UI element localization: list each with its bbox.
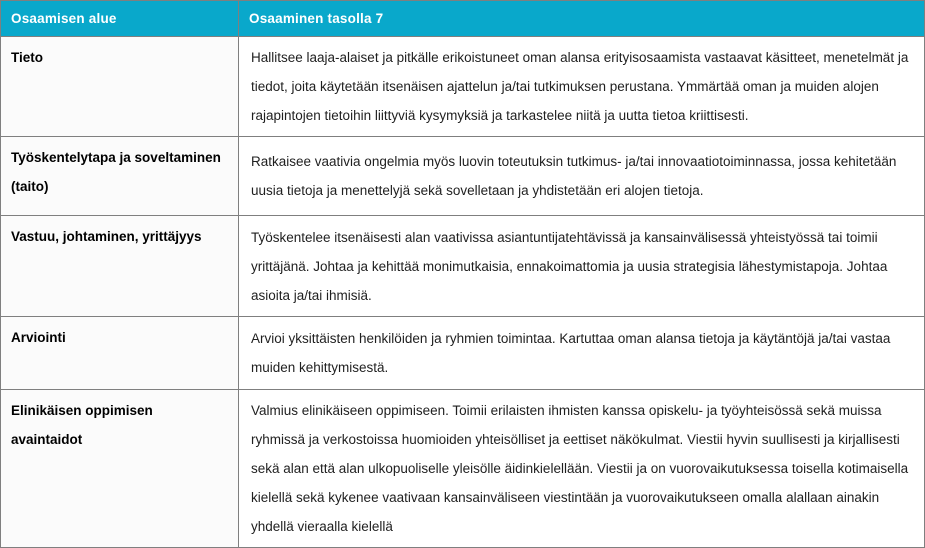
description-cell: Työskentelee itsenäisesti alan vaativissa asiantuntijatehtävissä ja kansainvälisessä yhteistyössä tai toimii yrittäjänä. Johtaa ja kehittää monimutkaisia, ennakoimattomia ja uusia strategisia lähestymistapoja. Johtaa asioita ja/tai ihmisiä.	[239, 216, 925, 317]
description-cell: Hallitsee laaja-alaiset ja pitkälle erikoistuneet oman alansa erityisosaamista vastaavat käsitteet, menetelmät ja tiedot, joita käytetään itsenäisen ajattelun ja/tai tutkimuksen perustana. Ymmärtää oman ja muiden alojen rajapintojen tietoihin liittyviä kysymyksiä ja tarkastelee niitä ja uutta tietoa kriittisesti.	[239, 37, 925, 137]
table-row-tyoskentelytapa	[1, 137, 925, 216]
area-cell: Arviointi	[1, 317, 239, 390]
description-cell: Valmius elinikäiseen oppimiseen. Toimii erilaisten ihmisten kanssa opiskelu- ja työyhteisössä sekä muissa ryhmissä ja verkostoissa huomioiden yhteisölliset ja eettiset näkökulmat. Viestii hyvin suullisesti ja kirjallisesti sekä alan että alan ulkopuoliselle yleisölle äidinkielellään. Viestii ja on vuorovaikutuksessa toisella kotimaisella kielellä sekä kykenee vaativaan kansainväliseen viestintään ja vuorovaikutukseen omalla alallaan ainakin yhdellä vieraalla kielellä	[239, 390, 925, 548]
table-row-tieto	[1, 37, 925, 137]
column-header-osaaminen-tasolla-7: Osaaminen tasolla 7	[239, 1, 925, 37]
description-cell: Arvioi yksittäisten henkilöiden ja ryhmien toimintaa. Kartuttaa oman alansa tietoja ja käytäntöjä ja/tai vastaa muiden kehittymisestä.	[239, 317, 925, 390]
description-cell: Ratkaisee vaativia ongelmia myös luovin toteutuksin tutkimus- ja/tai innovaatiotoiminnassa, jossa kehitetään uusia tietoja ja menettelyjä sekä sovelletaan ja yhdistetään eri alojen tietoja.	[239, 137, 925, 216]
table-row-arviointi	[1, 317, 925, 390]
area-cell: Vastuu, johtaminen, yrittäjyys	[1, 216, 239, 317]
area-cell: Työskentelytapa ja soveltaminen (taito)	[1, 137, 239, 216]
table-row-elinikainen-oppiminen	[1, 390, 925, 548]
table-header-row	[1, 1, 925, 37]
column-header-osaamisen-alue: Osaamisen alue	[1, 1, 239, 37]
table-row-vastuu-johtaminen	[1, 216, 925, 317]
area-cell: Elinikäisen oppimisen avaintaidot	[1, 390, 239, 548]
area-cell: Tieto	[1, 37, 239, 137]
